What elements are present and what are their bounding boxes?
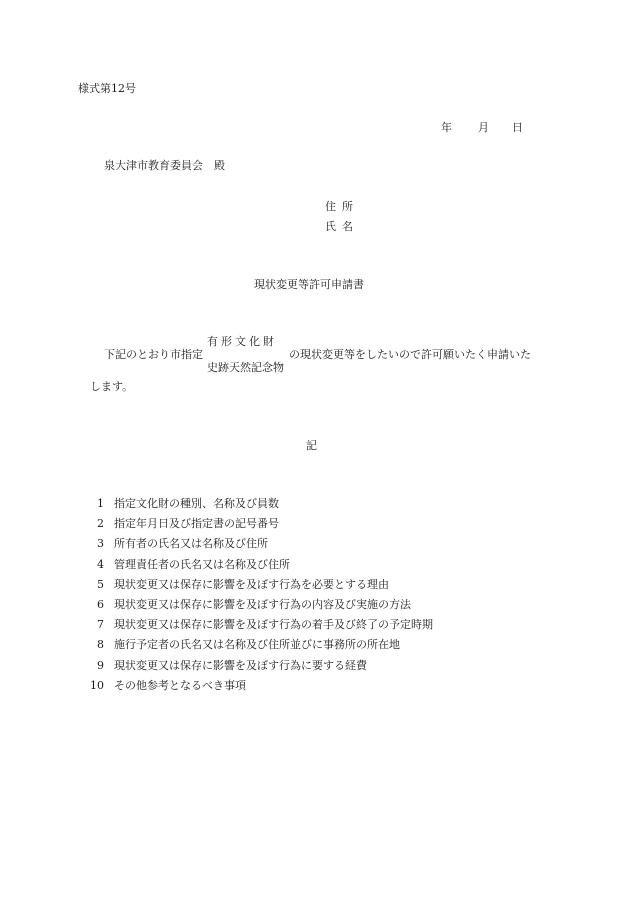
list-item-number: 7 [97, 618, 104, 632]
date-month-label: 月 [478, 121, 489, 134]
body-line1-prefix: 下記のとおり市指定 [104, 348, 203, 361]
list-item [80, 660, 500, 671]
list-item [80, 559, 500, 570]
list-item [80, 498, 500, 509]
list-item-number: 4 [97, 557, 104, 571]
list-item-text: 管理責任者の氏名又は名称及び住所 [114, 557, 290, 571]
list-item-text: 指定文化財の種別、名称及び員数 [114, 497, 279, 510]
list-item [80, 599, 500, 610]
list-item-number: 6 [97, 598, 104, 611]
list-item-number: 9 [97, 658, 104, 672]
list-item-text: 所有者の氏名又は名称及び住所 [114, 537, 268, 551]
applicant-name-label: 氏名 [325, 220, 359, 233]
list-item-text: 指定年月日及び指定書の記号番号 [114, 517, 279, 531]
list-item-number: 2 [97, 517, 104, 531]
list-item-text: 現状変更又は保存に影響を及ぼす行為の着手及び終了の予定時期 [114, 618, 433, 632]
list-item-number: 3 [97, 537, 104, 551]
list-item-text: 現状変更又は保存に影響を及ぼす行為に要する経費 [114, 658, 367, 672]
list-item [80, 538, 500, 549]
list-item [80, 579, 500, 590]
list-item [80, 680, 500, 691]
body-option-monument: 史跡天然記念物 [207, 361, 284, 374]
ki-heading: 記 [306, 439, 317, 452]
list-item-text: 現状変更又は保存に影響を及ぼす行為を必要とする理由 [114, 577, 389, 591]
list-item [80, 639, 500, 650]
body-option-tangible: 有形文化財 [207, 335, 277, 348]
list-item-number: 8 [97, 638, 104, 652]
body-line1-rest: の現状変更等をしたいので許可願いたく申請いた [289, 348, 531, 361]
list-item-text: 現状変更又は保存に影響を及ぼす行為の内容及び実施の方法 [114, 598, 411, 611]
body-line2: します。 [90, 380, 134, 393]
document-title: 現状変更等許可申請書 [254, 278, 364, 291]
applicant-address-label: 住所 [325, 200, 359, 213]
date-day-label: 日 [512, 121, 523, 134]
list-item-text: その他参考となるべき事項 [114, 678, 246, 692]
list-item [80, 619, 500, 630]
list-item-number: 1 [97, 497, 104, 510]
list-item-number: 5 [97, 577, 104, 591]
list-item-text: 施行予定者の氏名又は名称及び住所並びに事務所の所在地 [114, 638, 400, 652]
addressee: 泉大津市教育委員会 殿 [104, 159, 225, 172]
list-item-number: 10 [90, 678, 104, 692]
list-item [80, 518, 500, 529]
date-year-label: 年 [441, 121, 452, 134]
form-number: 様式第12号 [78, 82, 136, 95]
